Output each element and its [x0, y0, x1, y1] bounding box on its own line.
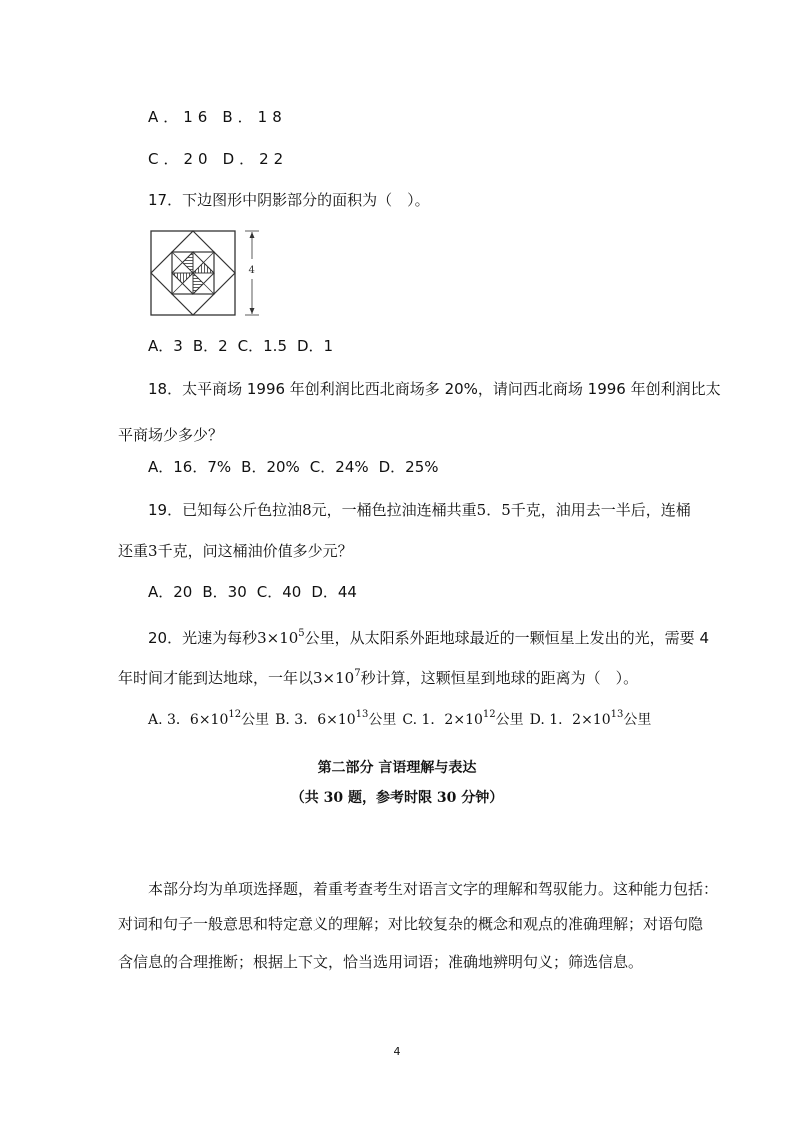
- q19-question-line2: 还重3千克，问这桶油价值多少元？: [118, 542, 353, 560]
- q19-weight: 5．5: [476, 501, 511, 519]
- q19-option-b: B．30: [202, 583, 247, 601]
- q17-option-c: C．1.5: [237, 337, 287, 355]
- section2-intro-line2: 对词和句子一般意思和特定意义的理解；对比较复杂的概念和观点的准确理解；对语句隐: [118, 915, 704, 933]
- q17-option-b: B．2: [192, 337, 228, 355]
- page-number: 4: [393, 1045, 401, 1058]
- q20-option-a: A. 3．$6\times 10^{12}$公里: [148, 709, 270, 728]
- q18-option-a: A．16．7%: [148, 458, 232, 476]
- q16-options-row1: [148, 107, 287, 127]
- q20-light-speed: $3\times 10^5$: [257, 628, 305, 647]
- section2-title: 第二部分 言语理解与表达: [317, 760, 477, 776]
- q16-option-a: A．16: [148, 108, 213, 126]
- q17-options: [148, 336, 333, 356]
- q18-option-d: D．25%: [378, 458, 439, 476]
- q19-question-line1: 19．已知每公斤色拉油8元，一桶色拉油连桶共重5．5千克，油用去一半后，连桶: [148, 501, 691, 519]
- q20-option-c: C. 1．$2\times 10^{12}$公里: [402, 709, 524, 728]
- q17-figure: [149, 229, 269, 317]
- q16-option-b: B．18: [222, 108, 287, 126]
- section2-intro-line3: 含信息的合理推断；根据上下文，恰当选用词语；准确地辨明句义；筛选信息。: [118, 953, 644, 971]
- q18-options: [148, 457, 439, 477]
- section2-intro-line1: 本部分均为单项选择题，着重考查考生对语言文字的理解和驾驭能力。这种能力包括：: [148, 880, 719, 898]
- q17-option-a: A．3: [148, 337, 183, 355]
- q17-figure-shaded-regions: [172, 252, 214, 294]
- q20-year-seconds: $3\times 10^7$: [313, 668, 361, 687]
- q18-option-c: C．24%: [309, 458, 369, 476]
- q20-question-line1: 20．光速为每秒$3\times 10^5$公里，从太阳系外距地球最近的一颗恒星上发出的光，需要 4: [148, 628, 709, 647]
- q18-question-line2: 平商场少多少？: [118, 426, 224, 444]
- q20-question-line2: 年时间才能到达地球，一年以$3\times 10^7$秒计算，这颗恒星到地球的距离为（ ）。: [118, 668, 639, 687]
- q16-option-d: D．22: [222, 150, 289, 168]
- q19-option-d: D．44: [311, 583, 357, 601]
- q17-figure-dimension-label: 4: [248, 265, 255, 276]
- q20-option-d: D. 1．$2\times 10^{13}$公里: [529, 709, 652, 728]
- q17-option-d: D．1: [297, 337, 334, 355]
- q19-options: [148, 582, 357, 602]
- section2-subtitle: （共 30 题，参考时限 30 分钟）: [290, 790, 504, 806]
- q17-question: 17．下边图形中阴影部分的面积为（ ）。: [148, 191, 430, 209]
- q19-option-a: A．20: [148, 583, 193, 601]
- q19-price: 8: [302, 501, 312, 519]
- q20-options: [148, 710, 651, 730]
- q19-option-c: C．40: [256, 583, 302, 601]
- q18-option-b: B．20%: [241, 458, 300, 476]
- q19-remaining-weight: 3: [148, 542, 158, 560]
- q16-options-row2: [148, 149, 288, 169]
- q16-option-c: C．20: [148, 150, 213, 168]
- q20-option-b: B. 3．$6\times 10^{13}$公里: [275, 709, 397, 728]
- q18-question-line1: 18．太平商场 1996 年创利润比西北商场多 20%，请问西北商场 1996 年创利润比太: [148, 380, 721, 398]
